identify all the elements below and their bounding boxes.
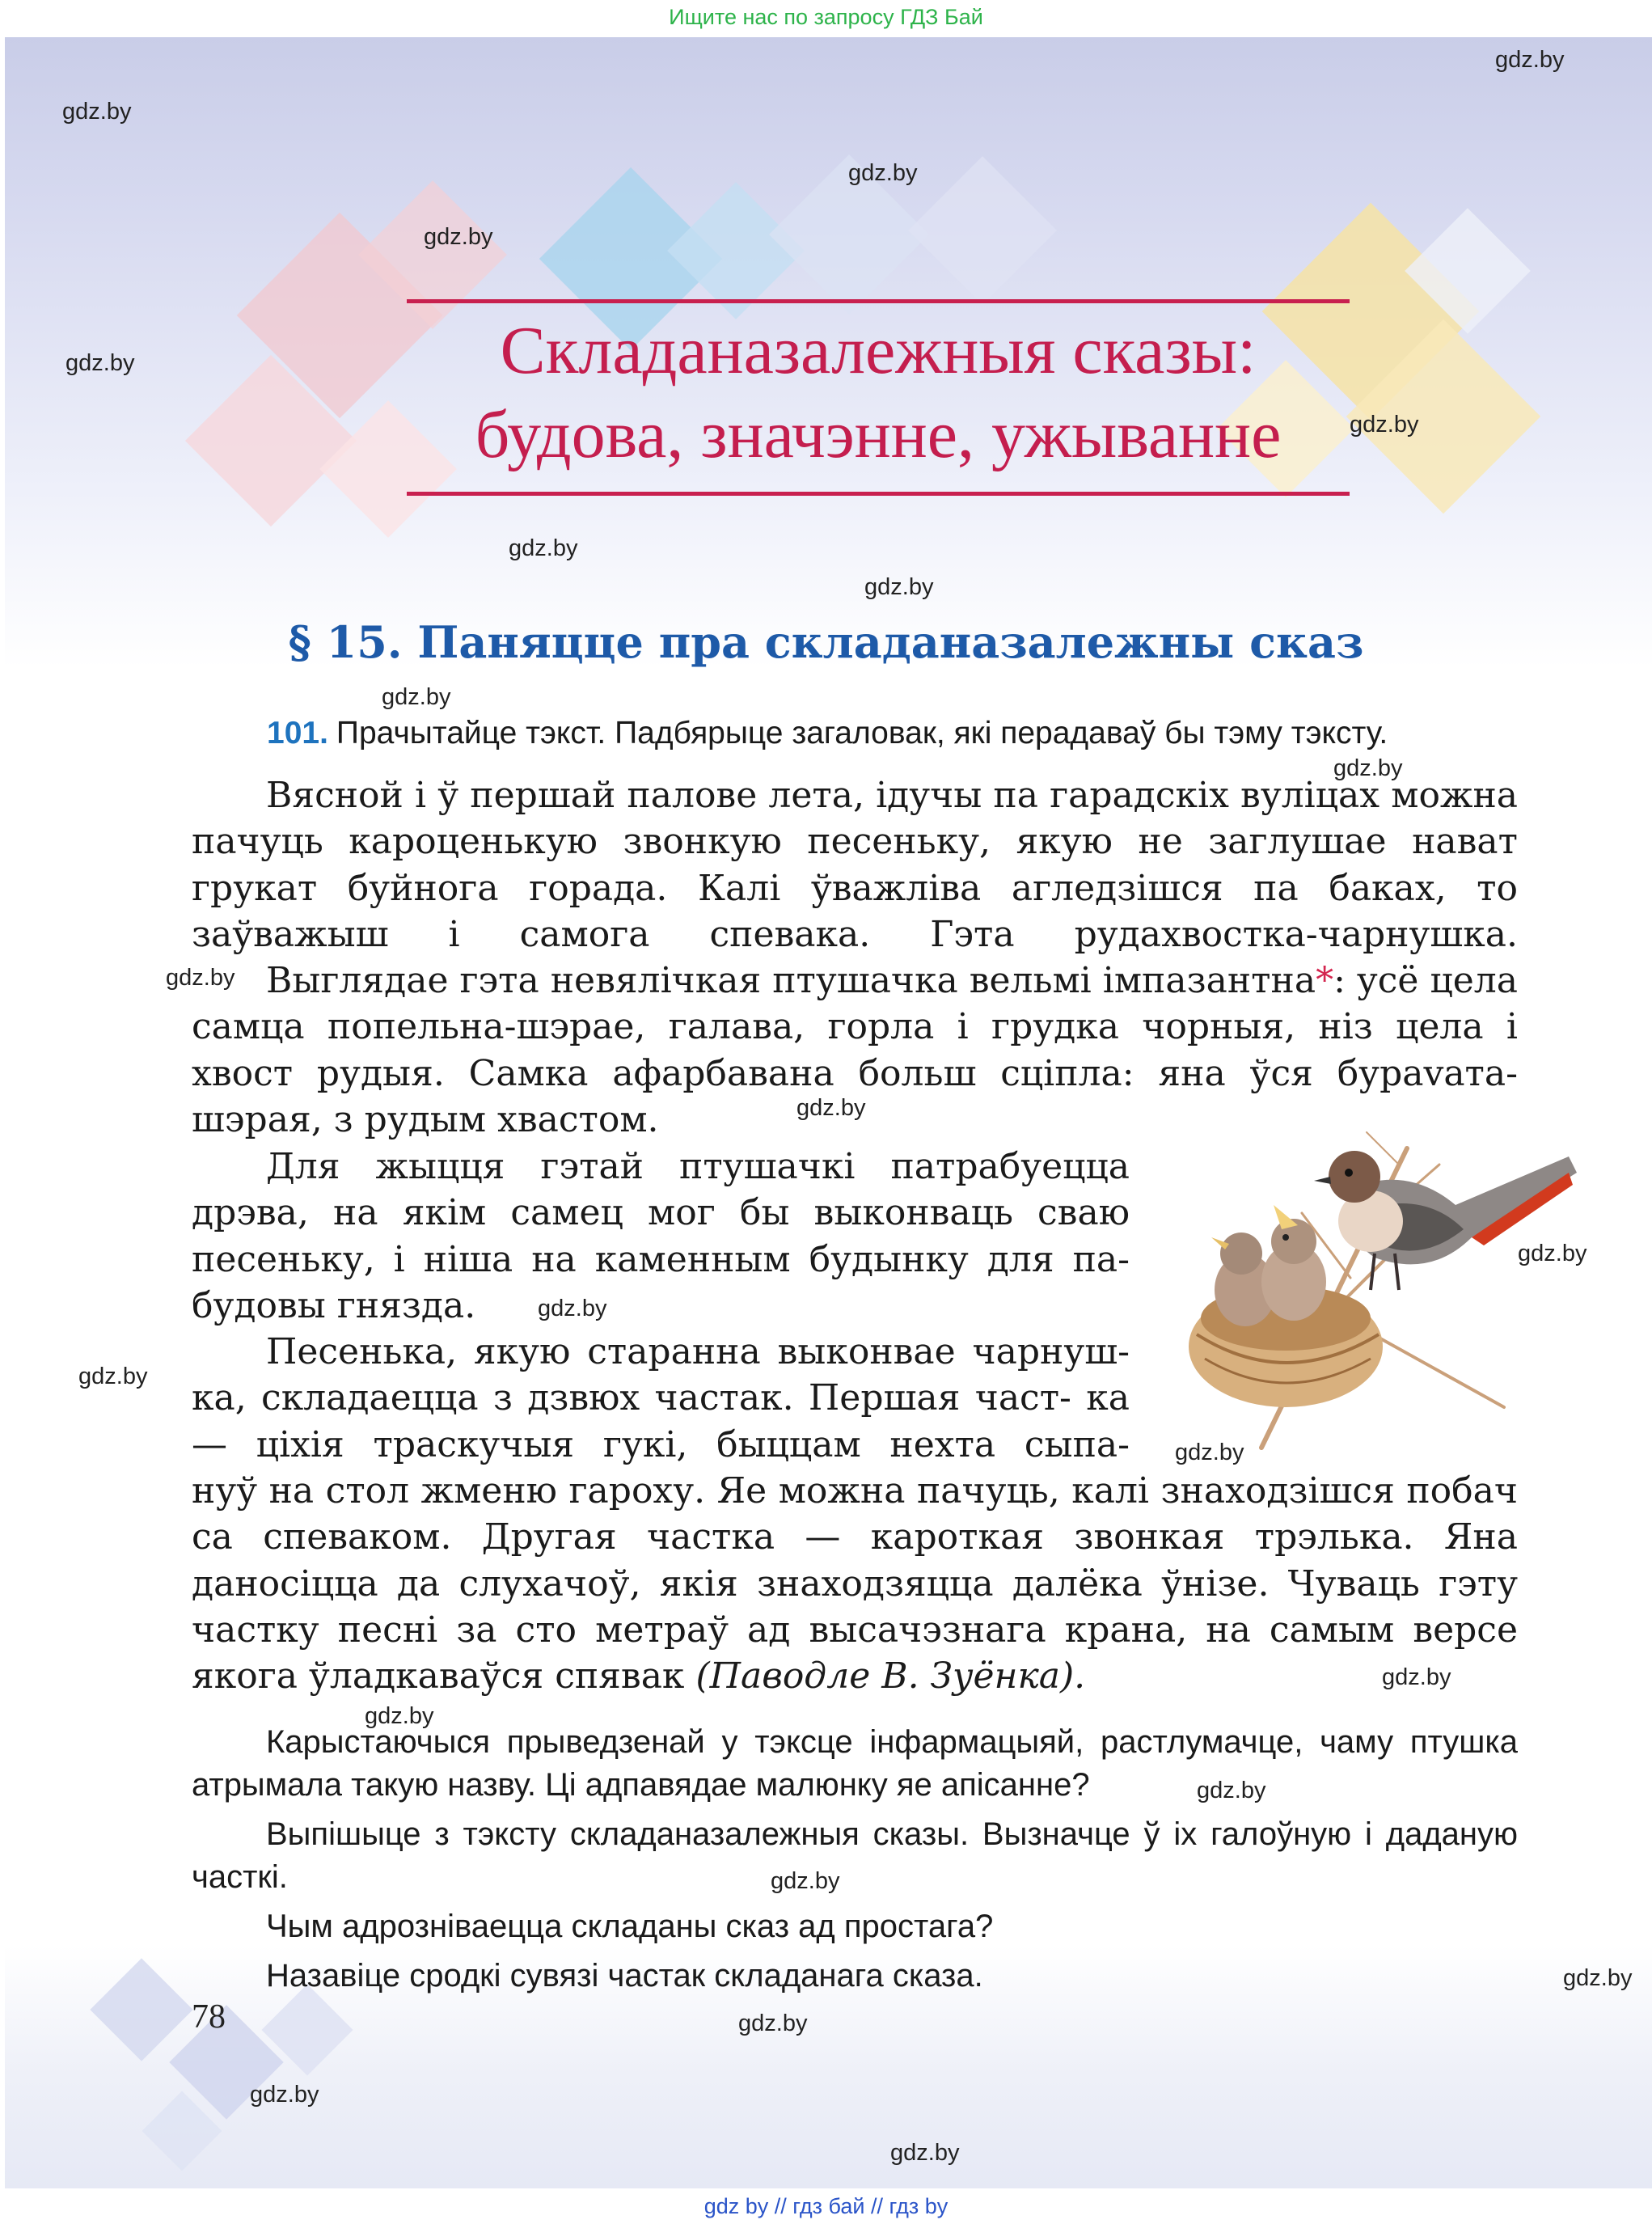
- watermark: gdz.by: [848, 160, 918, 186]
- text-line: Вясной і ў першай палове лета, ідучы па гарадскіх вуліцах: [266, 775, 1380, 816]
- top-banner[interactable]: Ищите нас по запросу ГДЗ Бай: [669, 5, 983, 29]
- watermark: gdz.by: [62, 99, 132, 125]
- question-4: Назавіце сродкі сувязі частак складанага сказа.: [266, 1958, 983, 1994]
- text-line: Песенька, якую старанна выконвае чарнуш-: [266, 1331, 1130, 1373]
- text-line: побач са спеваком. Другая частка — кароткая звонкая трэлька. Яна: [192, 1470, 1518, 1558]
- watermark: gdz.by: [738, 2010, 808, 2036]
- title-rule-top: [407, 299, 1350, 303]
- watermark: gdz.by: [1197, 1778, 1266, 1803]
- text-line: якога ўладкаваўся спявак: [192, 1655, 685, 1698]
- watermark: gdz.by: [796, 1095, 866, 1121]
- exercise-number: 101.: [267, 716, 328, 750]
- watermark: gdz.by: [65, 350, 135, 376]
- text-line: будовы гнязда.: [192, 1284, 476, 1326]
- text-line: і хвост рудыя. Самка афарбавана больш сціпла: яна ўся бурavата-: [192, 1006, 1518, 1094]
- watermark: gdz.by: [1382, 1664, 1451, 1690]
- text-line: Выглядае гэта невялічкая птушачка вельмі імпазантна: [266, 960, 1316, 1002]
- exercise-instruction: [267, 716, 1520, 751]
- watermark: gdz.by: [382, 684, 451, 710]
- watermark: gdz.by: [538, 1296, 607, 1321]
- paragraph-4-part-b: [192, 1468, 1518, 1699]
- watermark: gdz.by: [424, 224, 493, 250]
- watermark: gdz.by: [1333, 755, 1403, 781]
- chapter-title: [407, 309, 1350, 477]
- watermark: gdz.by: [1175, 1440, 1244, 1465]
- watermark: gdz.by: [771, 1868, 840, 1894]
- watermark: gdz.by: [890, 2140, 960, 2166]
- text-line: песеньку, і ніша на каменным будынку для па-: [192, 1238, 1130, 1280]
- text-line: нават грукат буйнога горада. Калі ўважліва агледзішся па баках, то: [192, 821, 1518, 909]
- paragraph-1: [192, 772, 1518, 958]
- bottom-banner[interactable]: gdz by // гдз бай // гдз by: [703, 2194, 949, 2218]
- section-title: § 15. Паняцце пра складаназалежны сказ: [288, 616, 1364, 668]
- watermark: gdz.by: [365, 1703, 434, 1729]
- watermark: gdz.by: [1563, 1965, 1633, 1991]
- main-text-block-1: [192, 772, 1518, 1143]
- text-line: ка, складаецца з дзвюх частак. Першая част-: [192, 1377, 1071, 1419]
- paragraph-4-part-a: [192, 1329, 1130, 1468]
- text-source: (Паводле В. Зуёнка).: [695, 1655, 1086, 1698]
- question-3: Чым адрозніваецца складаны сказ ад простага?: [266, 1909, 994, 1944]
- watermark: gdz.by: [1495, 47, 1565, 73]
- text-line: нуў на стол жменю гароху. Яе можна пачуць, калі знаходзішся: [192, 1470, 1395, 1512]
- paragraph-3: [192, 1144, 1130, 1329]
- text-line: даносіцца да слухачоў, якія знаходзяцца далёка ўнізе. Чуваць гэту: [192, 1562, 1518, 1605]
- paragraph-2: [192, 958, 1518, 1143]
- watermark: gdz.by: [166, 965, 235, 991]
- title-rule-bottom: [407, 492, 1350, 496]
- text-line: заўважыш і самога спевака. Гэта рудахвостка-чарнушка.: [192, 913, 1518, 955]
- text-line: Для жыцця гэтай птушачкі патрабуецца: [266, 1146, 1130, 1187]
- chapter-title-line2: будова, значэнне, ужыванне: [475, 397, 1282, 472]
- watermark: gdz.by: [78, 1364, 148, 1389]
- watermark: gdz.by: [1518, 1241, 1587, 1266]
- text-line: можна пачуць кароценькую звонкую песеньку, якую не заглушае: [192, 775, 1518, 863]
- bird-illustration: [1164, 1116, 1585, 1456]
- text-line: ка — ціхія траскучыя гукі, быццам нехта сыпа-: [192, 1377, 1130, 1465]
- text-line: : усё: [1333, 960, 1419, 1002]
- text-line: шэрая, з рудым хвастом.: [192, 1099, 659, 1141]
- text-line: дрэва, на якім самец мог бы выконваць сваю: [192, 1192, 1130, 1234]
- chapter-title-line1: Складаназалежныя сказы:: [500, 313, 1257, 388]
- text-line: частку песні за сто метраў ад высачэзнага крана, на самым версе: [192, 1609, 1518, 1651]
- question-1: Карыстаючыся прыведзенай у тэксце інфармацыяй, растлумачце, чаму птушка атрымала такую назву. Ці адпавядае малюнку яе апісанне?: [192, 1724, 1518, 1803]
- text-line: цела самца попельна-шэрае, галава, горла і грудка чорныя, ніз цела: [192, 960, 1518, 1048]
- watermark: gdz.by: [509, 535, 578, 561]
- exercise-text: Прачытайце тэкст. Падбярыце загаловак, які перадаваў бы тэму тэксту.: [336, 716, 1388, 750]
- watermark: gdz.by: [1350, 412, 1419, 438]
- bird-icon: [1314, 1151, 1577, 1290]
- page-number: 78: [192, 1998, 226, 2036]
- question-2: Выпішыце з тэксту складаназалежныя сказы. Вызначце ў іх галоўную і даданую часткі.: [192, 1816, 1518, 1895]
- questions-block: [192, 1721, 1518, 2004]
- footnote-star[interactable]: *: [1316, 960, 1334, 1002]
- watermark: gdz.by: [864, 574, 934, 600]
- main-text-block-2: [192, 1144, 1130, 1468]
- watermark: gdz.by: [250, 2082, 319, 2108]
- main-text-block-3: [192, 1468, 1518, 1699]
